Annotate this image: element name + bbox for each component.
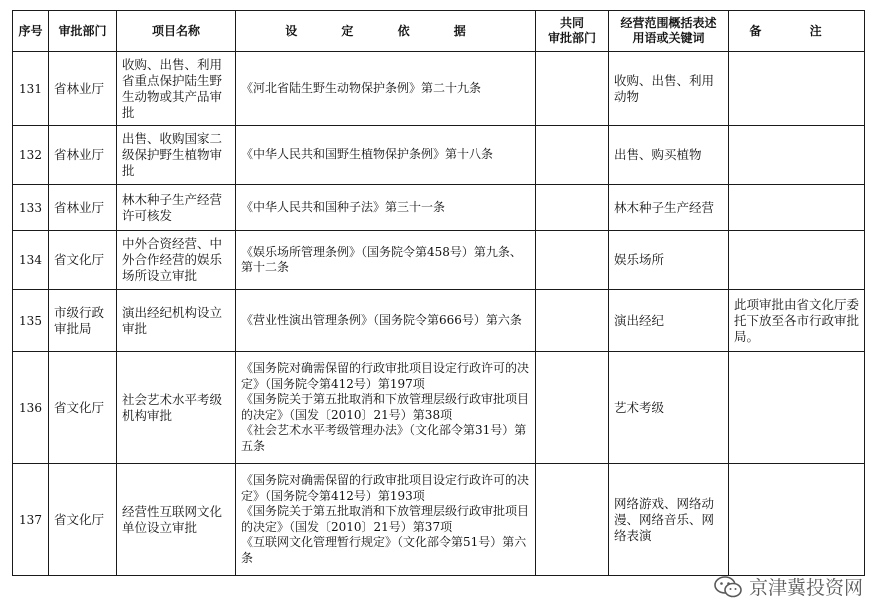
row-item: 出售、收购国家二级保护野生植物审批 [117,126,236,185]
header-item: 项目名称 [117,11,236,52]
table-row [13,231,865,290]
header-joint: 共同 审批部门 [536,11,609,52]
row-dept: 省文化厅 [49,464,117,576]
row-scope: 出售、购买植物 [609,126,729,185]
row-no: 133 [13,185,49,231]
row-item: 中外合资经营、中外合作经营的娱乐场所设立审批 [117,231,236,290]
row-basis: 《河北省陆生野生动物保护条例》第二十九条 [236,52,536,126]
row-basis: 《营业性演出管理条例》（国务院令第666号）第六条 [236,290,536,352]
row-no: 134 [13,231,49,290]
row-dept: 省文化厅 [49,231,117,290]
watermark-text: 京津冀投资网 [748,577,863,599]
row-item: 经营性互联网文化单位设立审批 [117,464,236,576]
row-item: 演出经纪机构设立审批 [117,290,236,352]
row-remark [729,231,865,290]
table-row [13,352,865,464]
row-scope: 演出经纪 [609,290,729,352]
row-dept: 省林业厅 [49,185,117,231]
wechat-icon [713,575,743,599]
row-dept: 市级行政审批局 [49,290,117,352]
row-joint [536,464,609,576]
row-joint [536,290,609,352]
table-row [13,290,865,352]
row-basis: 《国务院对确需保留的行政审批项目设定行政许可的决定》（国务院令第412号）第197项 《国务院关于第五批取消和下放管理层级行政审批项目的决定》（国发〔2010〕21号）第38项 《社会艺术水平考级管理办法》（文化部令第31号）第五条 [236,352,536,464]
row-no: 135 [13,290,49,352]
approval-table [12,10,865,576]
row-item: 收购、出售、利用省重点保护陆生野生动物或其产品审批 [117,52,236,126]
header-basis: 设 定 依 据 [236,11,536,52]
table-header-row [13,11,865,52]
row-scope: 网络游戏、网络动漫、网络音乐、网络表演 [609,464,729,576]
row-scope: 娱乐场所 [609,231,729,290]
row-remark [729,52,865,126]
row-scope: 收购、出售、利用动物 [609,52,729,126]
row-no: 136 [13,352,49,464]
header-dept: 审批部门 [49,11,117,52]
row-scope: 林木种子生产经营 [609,185,729,231]
row-dept: 省林业厅 [49,126,117,185]
row-no: 132 [13,126,49,185]
table-row [13,185,865,231]
header-no: 序号 [13,11,49,52]
watermark [713,573,863,600]
row-remark [729,352,865,464]
row-basis: 《中华人民共和国野生植物保护条例》第十八条 [236,126,536,185]
table-row [13,126,865,185]
table-row [13,52,865,126]
row-remark: 此项审批由省文化厅委托下放至各市行政审批局。 [729,290,865,352]
row-joint [536,352,609,464]
row-joint [536,52,609,126]
row-no: 131 [13,52,49,126]
row-remark [729,185,865,231]
row-item: 社会艺术水平考级机构审批 [117,352,236,464]
header-remark: 备 注 [729,11,865,52]
row-basis: 《中华人民共和国种子法》第三十一条 [236,185,536,231]
row-basis: 《国务院对确需保留的行政审批项目设定行政许可的决定》（国务院令第412号）第193项 《国务院关于第五批取消和下放管理层级行政审批项目的决定》（国发〔2010〕21号）第37项 《互联网文化管理暂行规定》（文化部令第51号）第六条 [236,464,536,576]
row-joint [536,185,609,231]
row-dept: 省林业厅 [49,52,117,126]
row-joint [536,231,609,290]
row-scope: 艺术考级 [609,352,729,464]
row-basis: 《娱乐场所管理条例》（国务院令第458号）第九条、第十二条 [236,231,536,290]
row-dept: 省文化厅 [49,352,117,464]
table-row [13,464,865,576]
row-joint [536,126,609,185]
row-remark [729,464,865,576]
row-item: 林木种子生产经营许可核发 [117,185,236,231]
row-remark [729,126,865,185]
header-scope: 经营范围概括表述 用语或关键词 [609,11,729,52]
row-no: 137 [13,464,49,576]
